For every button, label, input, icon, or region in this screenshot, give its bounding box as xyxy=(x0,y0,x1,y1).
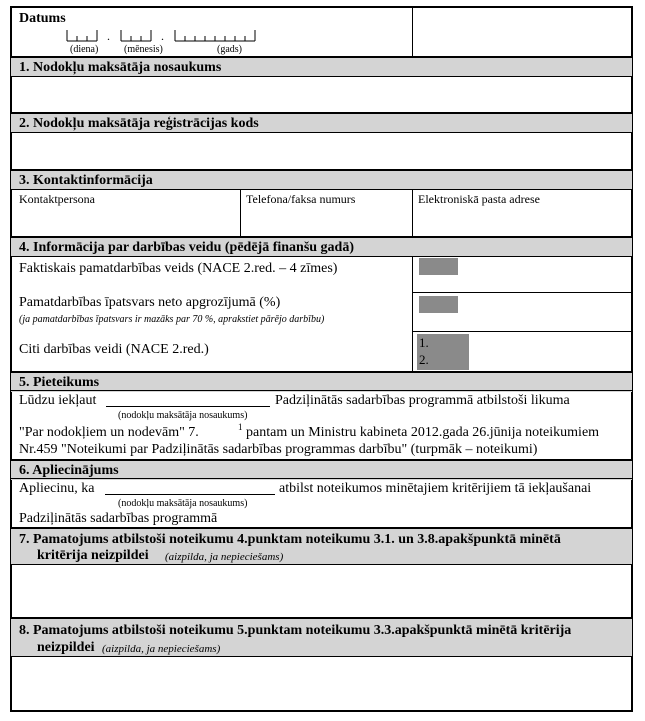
declaration-name-caption: (nodokļu maksātāja nosaukums) xyxy=(118,498,248,509)
declaration-text-end: atbilst noteikumos minētajiem kritērijiem tā iekļaušanai xyxy=(279,481,592,496)
nace-code-input[interactable] xyxy=(419,258,458,275)
declaration-text-start: Apliecinu, ka xyxy=(19,481,95,496)
contact-person-label: Kontaktpersona xyxy=(19,192,95,206)
main-activity-share-label: Pamatdarbības īpatsvars neto apgrozījumā (%) xyxy=(19,295,281,310)
email-label: Elektroniskā pasta adrese xyxy=(418,192,540,206)
activity-share-input[interactable] xyxy=(419,296,458,313)
date-input-field[interactable] xyxy=(66,28,266,42)
main-activity-label: Faktiskais pamatdarbības veids (NACE 2.red. – 4 zīmes) xyxy=(19,261,338,276)
divider xyxy=(11,390,632,391)
date-day-caption: (diena) xyxy=(70,44,99,55)
svg-text:.: . xyxy=(161,29,164,42)
other-activity-item-2: 2. xyxy=(419,352,429,367)
section-7-note: (aizpilda, ja nepieciešams) xyxy=(165,551,284,563)
application-regulation-title: Nr.459 "Noteikumi par Padziļinātās sadarbības programmas darbību" (turpmāk – noteikumi) xyxy=(19,442,538,457)
taxpayer-name-field[interactable] xyxy=(11,77,632,112)
phone-fax-label: Telefona/faksa numurs xyxy=(246,192,356,206)
divider xyxy=(11,189,632,190)
datums-label: Datums xyxy=(19,11,66,26)
application-regulation-ref: pantam un Ministru kabineta 2012.gada 26.jūnija noteikumiem xyxy=(246,425,600,440)
date-digit-boxes xyxy=(66,28,271,42)
svg-text:.: . xyxy=(107,29,110,42)
email-input[interactable] xyxy=(413,206,631,235)
other-activity-item-1: 1. xyxy=(419,335,429,350)
phone-fax-input[interactable] xyxy=(241,206,411,235)
divider xyxy=(413,331,632,332)
application-text-end: Padziļinātās sadarbības programmā atbilstoši likuma xyxy=(275,393,570,408)
date-year-caption: (gads) xyxy=(217,44,242,55)
declaration-taxpayer-name-input[interactable] xyxy=(105,480,275,495)
declaration-program-text: Padziļinātās sadarbības programmā xyxy=(19,511,218,526)
section-7-justification-field[interactable] xyxy=(11,565,632,617)
datums-divider xyxy=(412,8,413,56)
application-taxpayer-name-input[interactable] xyxy=(106,392,270,407)
section-8-title-cont: neizpildei xyxy=(37,640,95,655)
main-activity-share-note: (ja pamatdarbības īpatsvars ir mazāks par 70 %, aprakstiet pārējo darbību) xyxy=(19,314,325,325)
registration-code-field[interactable] xyxy=(11,133,632,169)
application-law-superscript: 1 xyxy=(238,422,243,432)
section-8-title: 8. Pamatojums atbilstoši noteikumu 5.punktam noteikumu 3.3.apakšpunktā minētā kritērija xyxy=(19,623,572,638)
application-text-start: Lūdzu iekļaut xyxy=(19,393,97,408)
section-7-title-cont: kritērija neizpildei xyxy=(37,548,149,563)
contact-person-input[interactable] xyxy=(12,206,239,235)
activity-divider xyxy=(412,257,413,371)
section-6-header: 6. Apliecinājums xyxy=(11,461,632,480)
section-8-note: (aizpilda, ja nepieciešams) xyxy=(102,643,221,655)
section-3-header: 3. Kontaktinformācija xyxy=(11,171,632,190)
section-5-header: 5. Pieteikums xyxy=(11,373,632,392)
divider xyxy=(11,256,632,257)
divider xyxy=(413,292,632,293)
section-2-header: 2. Nodokļu maksātāja reģistrācijas kods xyxy=(11,114,632,133)
other-activities-label: Citi darbības veidi (NACE 2.red.) xyxy=(19,342,209,357)
section-8-justification-field[interactable] xyxy=(11,657,632,710)
section-4-header: 4. Informācija par darbības veidu (pēdējā finanšu gadā) xyxy=(11,238,632,257)
application-name-caption: (nodokļu maksātāja nosaukums) xyxy=(118,410,248,421)
section-1-header: 1. Nodokļu maksātāja nosaukums xyxy=(11,58,632,77)
application-law-ref: "Par nodokļiem un nodevām" 7. xyxy=(19,425,199,440)
divider xyxy=(11,478,632,479)
section-7-title: 7. Pamatojums atbilstoši noteikumu 4.punktam noteikumu 3.1. un 3.8.apakšpunktā minētā xyxy=(19,532,561,547)
date-month-caption: (mēnesis) xyxy=(124,44,163,55)
